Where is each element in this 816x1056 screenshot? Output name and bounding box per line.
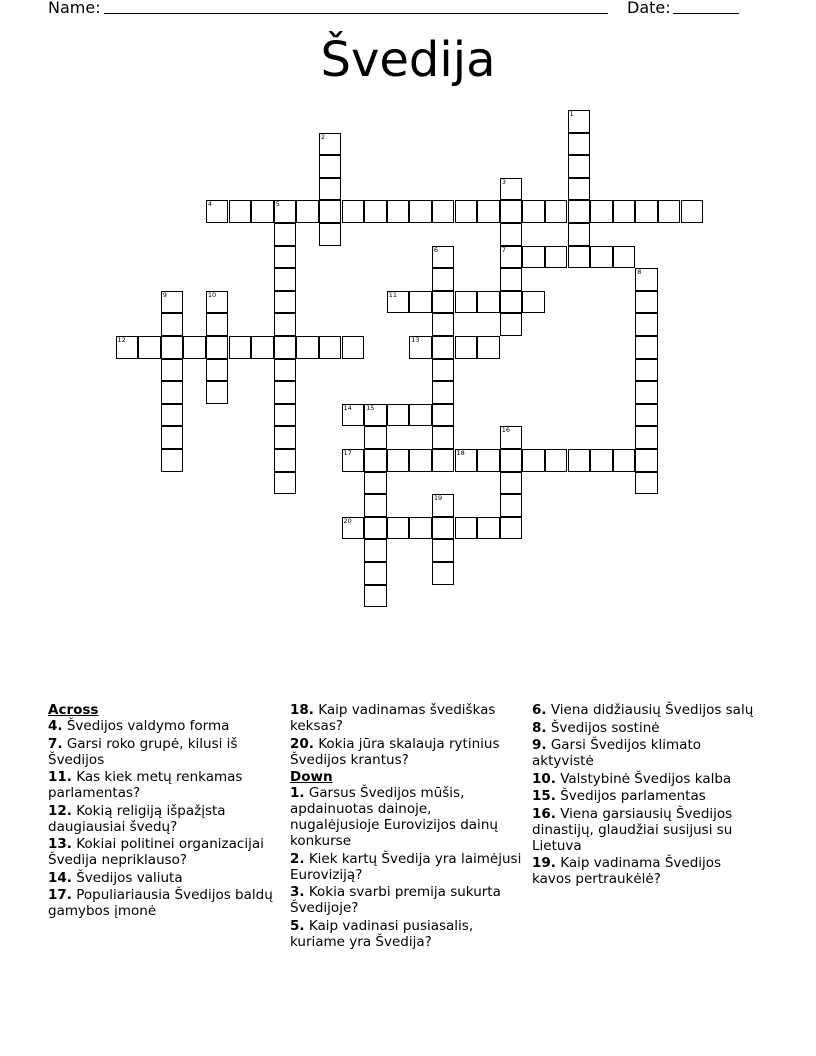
crossword-cell[interactable] [635,291,658,314]
crossword-cell[interactable] [229,336,252,359]
clue-number: 1 [569,110,574,118]
clue-item [290,736,522,768]
crossword-cell[interactable] [409,404,432,427]
crossword-cell[interactable] [206,313,229,336]
crossword-cell[interactable] [432,404,455,427]
crossword-cell[interactable] [500,472,523,495]
crossword-cell[interactable] [500,494,523,517]
crossword-cell[interactable] [635,381,658,404]
crossword-cell[interactable] [296,200,319,223]
crossword-cell[interactable] [500,200,523,223]
clue-item-number: 7. [48,735,63,752]
crossword-cell[interactable] [477,200,500,223]
crossword-cell[interactable] [477,517,500,540]
clue-item-text: Švedijos sostinė [550,719,660,736]
clue-number: 3 [501,177,506,186]
crossword-cell[interactable] [274,291,297,314]
crossword-cell[interactable] [545,200,568,223]
crossword-cell[interactable] [432,562,455,585]
crossword-cell[interactable] [342,336,365,359]
clue-item-text: Garsi Švedijos klimato aktyvistė [532,737,702,769]
crossword-cell[interactable] [432,426,455,449]
clue-item-number: 20. [290,735,314,752]
crossword-cell[interactable] [568,110,591,133]
crossword-cell[interactable] [274,268,297,291]
crossword-cell[interactable] [319,155,342,178]
clue-item [48,870,280,886]
crossword-cell[interactable] [658,200,681,223]
crossword-cell[interactable] [432,268,455,291]
clue-number: 16 [501,426,510,435]
crossword-cell[interactable] [500,178,523,201]
crossword-cell[interactable] [545,449,568,472]
crossword-cell[interactable] [522,449,545,472]
clue-item [48,887,280,919]
clue-item-number: 8. [532,719,547,736]
clue-number: 2 [320,132,326,141]
crossword-cell[interactable] [409,200,432,223]
crossword-cell[interactable] [635,449,658,472]
crossword-cell[interactable] [568,155,591,178]
clue-item-text: Garsi roko grupė, kilusi iš Švedijos [48,735,238,768]
clue-item-text: Švedijos valiuta [76,869,183,886]
clue-item-text: Švedijos parlamentas [560,788,706,804]
crossword-cell[interactable] [500,268,523,291]
clue-item [48,718,280,734]
crossword-cell[interactable] [432,336,455,359]
clue-item-number: 4. [48,718,63,734]
clue-item-text: Kokia svarbi premija sukurta Švedijoje? [290,884,501,916]
clues-column-3 [532,702,764,889]
clue-item [532,702,764,718]
crossword-cell[interactable] [274,359,297,382]
clue-number: 6 [433,245,439,254]
clue-item-number: 19. [532,855,556,871]
crossword-cell[interactable] [590,246,613,269]
crossword-cell[interactable] [274,223,297,246]
crossword-cell[interactable] [681,200,704,223]
clue-item-number: 11. [48,769,72,785]
crossword-cell[interactable] [568,178,591,201]
crossword-cell[interactable] [432,381,455,404]
crossword-cell[interactable] [635,268,658,291]
clue-number: 10 [207,290,217,299]
clue-item-number: 13. [48,836,72,852]
clue-item-text: Viena didžiausių Švedijos salų [550,702,754,718]
clue-number: 4 [207,200,213,209]
clue-number: 7 [501,245,506,254]
clues-column-1 [48,702,280,921]
clue-item-text: Kokia jūra skalauja rytinius Švedijos krantus? [290,735,500,768]
clue-item-number: 3. [290,884,305,900]
crossword-cell[interactable] [274,472,297,495]
crossword-cell[interactable] [613,246,636,269]
crossword-cell[interactable] [409,291,432,314]
crossword-cell[interactable] [500,426,523,449]
crossword-cell[interactable] [500,313,523,336]
clue-item [532,720,764,736]
crossword-cell[interactable] [522,200,545,223]
crossword-cell[interactable] [387,449,410,472]
crossword-cell[interactable] [364,585,387,608]
crossword-cell[interactable] [364,426,387,449]
clue-item [532,737,764,769]
crossword-cell[interactable] [432,246,455,269]
clue-number: 18 [456,449,465,457]
name-label: Name: [48,0,101,17]
clue-number: 12 [117,336,126,344]
crossword-cell[interactable] [161,359,184,382]
clue-number: 19 [433,494,443,503]
clue-item-text: Garsus Švedijos mūšis, apdainuotas dainoje, nugalėjusioje Eurovizijos dainų konkurse [290,785,498,849]
crossword-cell[interactable] [455,200,478,223]
clue-item-number: 16. [532,805,556,822]
clue-item-number: 18. [290,702,314,718]
crossword-cell[interactable] [432,291,455,314]
clue-number: 8 [637,268,642,277]
down-heading: Down [290,769,333,785]
clue-number: 13 [411,336,420,344]
crossword-cell[interactable] [274,426,297,449]
crossword-cell[interactable] [319,133,342,156]
crossword-cell[interactable] [432,539,455,562]
clue-item [48,736,280,768]
crossword-cell[interactable] [500,449,523,472]
clue-item [290,918,522,950]
clue-item [290,785,522,849]
crossword-cell[interactable] [409,336,432,359]
crossword-cell[interactable] [455,517,478,540]
crossword-cell[interactable] [455,449,478,472]
crossword-cell[interactable] [274,404,297,427]
clue-number: 14 [343,403,352,412]
crossword-cell[interactable] [319,223,342,246]
clue-item-text: Viena garsiausių Švedijos dinastijų, glaudžiai susijusi su Lietuva [532,805,733,854]
crossword-cell[interactable] [613,449,636,472]
crossword-cell[interactable] [522,291,545,314]
crossword-cell[interactable] [432,449,455,472]
crossword-cell[interactable] [568,133,591,156]
crossword-cell[interactable] [161,381,184,404]
clue-item-number: 15. [532,788,556,804]
crossword-cell[interactable] [274,200,297,223]
clue-item-text: Populiariausia Švedijos baldų gamybos įmonė [48,887,273,919]
crossword-cell[interactable] [500,517,523,540]
crossword-cell[interactable] [635,472,658,495]
clue-item-number: 2. [290,850,305,867]
crossword-cell[interactable] [455,336,478,359]
crossword-cell[interactable] [500,291,523,314]
crossword-cell[interactable] [319,178,342,201]
crossword-cell[interactable] [364,200,387,223]
clue-item [532,788,764,804]
clue-item-number: 17. [48,887,72,903]
clue-item-text: Kiek kartų Švedija yra laimėjusi Euroviziją? [290,850,522,883]
crossword-cell[interactable] [364,472,387,495]
crossword-cell[interactable] [568,223,591,246]
crossword-cell[interactable] [206,359,229,382]
clue-item-text: Kokią religiją išpažįsta daugiausiai švedų? [48,802,226,835]
crossword-cell[interactable] [387,291,410,314]
crossword-cell[interactable] [116,336,139,359]
crossword-cell[interactable] [138,336,161,359]
crossword-cell[interactable] [522,246,545,269]
clue-item-number: 6. [532,702,547,718]
crossword-cell[interactable] [500,246,523,269]
crossword-cell[interactable] [161,336,184,359]
crossword-cell[interactable] [432,200,455,223]
crossword-cell[interactable] [635,404,658,427]
crossword-cell[interactable] [161,404,184,427]
crossword-cell[interactable] [319,200,342,223]
clue-number: 15 [366,403,375,412]
crossword-cell[interactable] [635,200,658,223]
clue-item-text: Kaip vadinamas švediškas keksas? [290,702,496,734]
crossword-cell[interactable] [545,246,568,269]
crossword-cell[interactable] [342,404,365,427]
clue-item-text: Kaip vadinama Švedijos kavos pertraukėlė? [532,855,722,887]
crossword-cell[interactable] [319,336,342,359]
across-heading: Across [48,702,99,718]
clue-number: 5 [275,200,280,209]
crossword-cell[interactable] [635,336,658,359]
crossword-cell[interactable] [432,494,455,517]
crossword-cell[interactable] [364,404,387,427]
clue-item-number: 1. [290,785,305,801]
date-label: Date: [627,0,671,17]
crossword-cell[interactable] [613,200,636,223]
crossword-cell[interactable] [477,336,500,359]
crossword-cell[interactable] [590,200,613,223]
crossword-cell[interactable] [455,291,478,314]
crossword-cell[interactable] [477,291,500,314]
clue-item-text: Kaip vadinasi pusiasalis, kuriame yra Švedija? [290,917,474,950]
clue-item [48,769,280,801]
crossword-cell[interactable] [568,449,591,472]
clue-item [290,851,522,883]
crossword-cell[interactable] [387,200,410,223]
crossword-cell[interactable] [161,449,184,472]
crossword-cell[interactable] [364,494,387,517]
clue-item-number: 14. [48,869,72,886]
clues-column-2 [290,702,522,951]
crossword-cell[interactable] [251,200,274,223]
clue-number: 11 [388,290,397,299]
crossword-cell[interactable] [251,336,274,359]
crossword-cell[interactable] [477,449,500,472]
clue-item [290,702,522,734]
crossword-cell[interactable] [500,223,523,246]
crossword-cell[interactable] [364,539,387,562]
clue-item [290,884,522,916]
crossword-cell[interactable] [432,313,455,336]
clue-item-number: 5. [290,917,305,934]
crossword-cell[interactable] [206,200,229,223]
crossword-cell[interactable] [409,517,432,540]
clue-item [532,771,764,787]
crossword-cell[interactable] [568,246,591,269]
crossword-cell[interactable] [342,517,365,540]
crossword-cell[interactable] [635,426,658,449]
crossword-cell[interactable] [635,359,658,382]
clue-item-text: Kokiai politinei organizacijai Švedija nepriklauso? [48,836,264,868]
crossword-cell[interactable] [274,336,297,359]
clue-item-text: Švedijos valdymo forma [66,718,230,734]
clue-item-number: 12. [48,802,72,819]
clue-item-text: Kas kiek metų renkamas parlamentas? [48,769,243,801]
crossword-cell[interactable] [206,381,229,404]
page-title: Švedija [320,32,496,88]
clue-item-text: Valstybinė Švedijos kalba [560,770,732,787]
crossword-cell[interactable] [206,336,229,359]
crossword-cell[interactable] [590,449,613,472]
crossword-cell[interactable] [161,313,184,336]
clue-item [48,803,280,835]
crossword-cell[interactable] [568,200,591,223]
clue-item-number: 10. [532,770,556,787]
crossword-cell[interactable] [409,449,432,472]
crossword-cell[interactable] [274,449,297,472]
crossword-cell[interactable] [364,562,387,585]
crossword-cell[interactable] [364,517,387,540]
crossword-cell[interactable] [342,449,365,472]
clue-item [532,806,764,854]
crossword-cell[interactable] [161,291,184,314]
crossword-cell[interactable] [296,336,319,359]
clue-number: 20 [343,516,352,525]
crossword-cell[interactable] [387,404,410,427]
clue-item [532,855,764,887]
crossword-cell[interactable] [432,359,455,382]
clue-item [48,836,280,868]
crossword-cell[interactable] [229,200,252,223]
crossword-cell[interactable] [387,517,410,540]
crossword-cell[interactable] [206,291,229,314]
crossword-cell[interactable] [342,200,365,223]
crossword-cell[interactable] [161,426,184,449]
crossword-cell[interactable] [274,381,297,404]
crossword-cell[interactable] [274,246,297,269]
clue-number: 9 [162,290,167,299]
clue-item-number: 9. [532,737,547,753]
crossword-cell[interactable] [432,517,455,540]
crossword-cell[interactable] [364,449,387,472]
crossword-cell[interactable] [183,336,206,359]
clue-number: 17 [343,449,352,457]
crossword-cell[interactable] [274,313,297,336]
crossword-cell[interactable] [635,313,658,336]
